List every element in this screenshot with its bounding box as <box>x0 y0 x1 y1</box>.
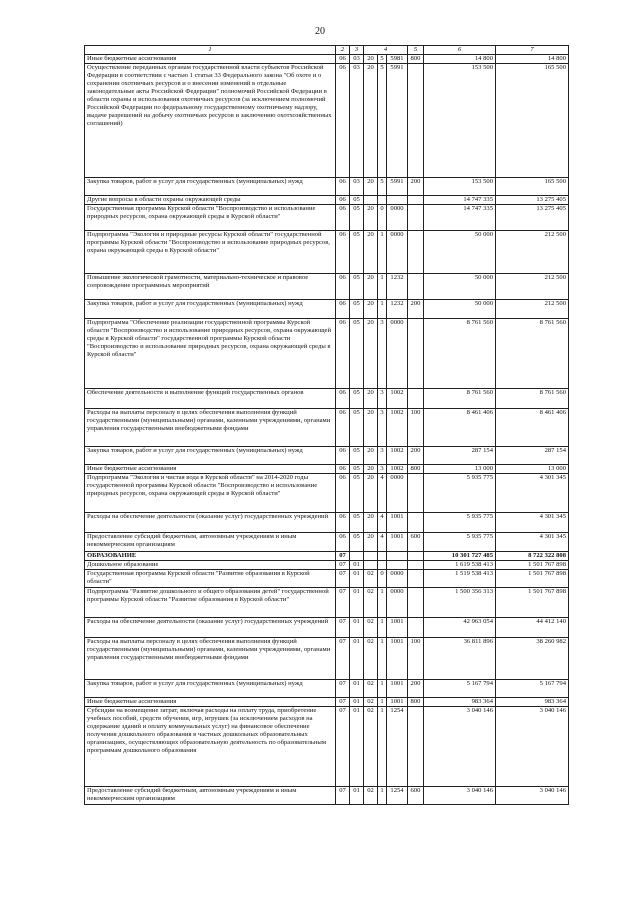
table-row <box>85 300 569 319</box>
cell-amount-2020: 14 747 335 <box>424 205 496 231</box>
cell-vr: 200 <box>408 178 424 196</box>
row-name: Иные бюджетные ассигнования <box>85 698 336 707</box>
cell-vr: 800 <box>408 55 424 64</box>
cell-program: 20 <box>364 447 378 465</box>
cell-subprogram: 3 <box>378 465 387 474</box>
cell-pz: 03 <box>350 55 364 64</box>
cell-gr: 06 <box>336 178 350 196</box>
cell-gr: 06 <box>336 55 350 64</box>
cell-gr: 06 <box>336 196 350 205</box>
cell-subprogram: 4 <box>378 474 387 513</box>
cell-gr: 07 <box>336 638 350 680</box>
cell-program: 20 <box>364 474 378 513</box>
cell-amount-2020: 5 167 794 <box>424 680 496 698</box>
cell-direction: 1001 <box>387 618 408 638</box>
cell-amount-2021: 4 301 345 <box>496 474 569 513</box>
cell-direction: 1002 <box>387 465 408 474</box>
cell-gr: 06 <box>336 300 350 319</box>
row-name: Государственная программа Курской области "Воспроизводство и использование природных ресурсов, охрана окружающей среды в Курской области" <box>85 205 336 231</box>
cell-gr: 07 <box>336 552 350 561</box>
cell-direction: 0000 <box>387 570 408 588</box>
cell-subprogram: 1 <box>378 707 387 787</box>
cell-subprogram: 1 <box>378 618 387 638</box>
cell-pz <box>350 552 364 561</box>
cell-amount-2020: 1 519 538 413 <box>424 570 496 588</box>
cell-direction: 0000 <box>387 231 408 274</box>
row-name: Повышение экологической грамотности, материально-техническое и правовое сопровождение программных мероприятий <box>85 274 336 300</box>
cell-direction: 1232 <box>387 274 408 300</box>
cell-amount-2021: 3 040 146 <box>496 707 569 787</box>
cell-gr: 07 <box>336 680 350 698</box>
table-row <box>85 561 569 570</box>
cell-gr: 06 <box>336 409 350 447</box>
cell-vr <box>408 561 424 570</box>
table-row <box>85 570 569 588</box>
cell-gr: 06 <box>336 389 350 409</box>
cell-amount-2021: 212 500 <box>496 231 569 274</box>
cell-amount-2020: 3 040 146 <box>424 787 496 805</box>
cell-amount-2021: 4 301 345 <box>496 513 569 533</box>
cell-subprogram: 1 <box>378 638 387 680</box>
row-name: Государственная программа Курской области "Развитие образования в Курской области" <box>85 570 336 588</box>
cell-vr <box>408 319 424 389</box>
cell-amount-2020: 287 154 <box>424 447 496 465</box>
table-row <box>85 707 569 787</box>
cell-direction: 1002 <box>387 447 408 465</box>
row-name: Подпрограмма "Экология и природные ресурсы Курской области" государственной программы Курской области "Воспроизводство и использование природных ресурсов, охрана окружающей среды в Курской области" <box>85 231 336 274</box>
cell-vr: 100 <box>408 409 424 447</box>
cell-vr <box>408 618 424 638</box>
cell-subprogram <box>378 561 387 570</box>
cell-pz: 01 <box>350 707 364 787</box>
cell-gr: 07 <box>336 698 350 707</box>
cell-pz: 05 <box>350 274 364 300</box>
cell-gr: 06 <box>336 533 350 552</box>
column-number-row <box>85 46 569 55</box>
cell-amount-2021: 4 301 345 <box>496 533 569 552</box>
cell-pz: 01 <box>350 787 364 805</box>
cell-subprogram: 1 <box>378 274 387 300</box>
cell-subprogram: 5 <box>378 64 387 178</box>
column-number: 1 <box>85 46 336 55</box>
cell-pz: 05 <box>350 474 364 513</box>
cell-amount-2020: 983 364 <box>424 698 496 707</box>
cell-amount-2021: 165 500 <box>496 178 569 196</box>
cell-program: 20 <box>364 274 378 300</box>
cell-direction: 5991 <box>387 64 408 178</box>
cell-vr: 600 <box>408 787 424 805</box>
row-name: Подпрограмма "Развитие дошкольного и общего образования детей" государственной программы Курской области "Развитие образования в Курской области" <box>85 588 336 618</box>
cell-direction: 0000 <box>387 588 408 618</box>
cell-pz: 01 <box>350 561 364 570</box>
cell-amount-2020: 50 000 <box>424 300 496 319</box>
cell-amount-2021: 3 040 146 <box>496 787 569 805</box>
cell-gr: 07 <box>336 570 350 588</box>
cell-program: 20 <box>364 465 378 474</box>
cell-amount-2020: 14 800 <box>424 55 496 64</box>
cell-program: 20 <box>364 319 378 389</box>
cell-program: 20 <box>364 513 378 533</box>
cell-amount-2021: 212 500 <box>496 300 569 319</box>
table-row <box>85 552 569 561</box>
cell-pz: 05 <box>350 300 364 319</box>
row-name: ОБРАЗОВАНИЕ <box>85 552 336 561</box>
table-row <box>85 178 569 196</box>
table-row <box>85 196 569 205</box>
cell-amount-2020: 3 040 146 <box>424 707 496 787</box>
cell-program: 02 <box>364 698 378 707</box>
cell-gr: 06 <box>336 319 350 389</box>
cell-amount-2020: 153 500 <box>424 64 496 178</box>
cell-pz: 01 <box>350 698 364 707</box>
cell-amount-2020: 5 935 775 <box>424 474 496 513</box>
cell-pz: 05 <box>350 447 364 465</box>
row-name: Подпрограмма "Обеспечение реализации государственной программы Курской области "Воспроизводство и использование природных ресурсов, охрана окружающей среды в Курской области" государственной программы Курской области "Воспроизводство и использование природных ресурсов, охрана окружающей среды в Курской области" <box>85 319 336 389</box>
cell-pz: 01 <box>350 618 364 638</box>
table-row <box>85 409 569 447</box>
cell-amount-2021: 44 412 140 <box>496 618 569 638</box>
table-row <box>85 465 569 474</box>
cell-program: 20 <box>364 300 378 319</box>
cell-pz: 05 <box>350 319 364 389</box>
table-row <box>85 680 569 698</box>
cell-pz: 05 <box>350 205 364 231</box>
cell-amount-2021: 983 364 <box>496 698 569 707</box>
cell-pz: 01 <box>350 680 364 698</box>
cell-vr <box>408 474 424 513</box>
cell-amount-2021: 8 722 322 808 <box>496 552 569 561</box>
cell-vr: 200 <box>408 447 424 465</box>
cell-gr: 06 <box>336 447 350 465</box>
cell-subprogram: 0 <box>378 570 387 588</box>
row-name: Закупка товаров, работ и услуг для государственных (муниципальных) нужд <box>85 178 336 196</box>
cell-amount-2020: 1 619 538 413 <box>424 561 496 570</box>
cell-program: 20 <box>364 533 378 552</box>
row-name: Подпрограмма "Экология и чистая вода в Курской области" на 2014-2020 годы государственной программы Курской области "Воспроизводство и использование природных ресурсов, охрана окружающей среды в Курской области" <box>85 474 336 513</box>
row-name: Предоставление субсидий бюджетным, автономным учреждениям и иным некоммерческим организациям <box>85 533 336 552</box>
table-row <box>85 55 569 64</box>
table-row <box>85 513 569 533</box>
cell-amount-2020: 42 963 054 <box>424 618 496 638</box>
cell-direction: 1232 <box>387 300 408 319</box>
cell-pz: 05 <box>350 513 364 533</box>
column-number: 2 <box>336 46 350 55</box>
cell-gr: 07 <box>336 707 350 787</box>
cell-program: 02 <box>364 570 378 588</box>
cell-gr: 07 <box>336 588 350 618</box>
cell-direction <box>387 561 408 570</box>
cell-amount-2020: 14 747 335 <box>424 196 496 205</box>
table-row <box>85 618 569 638</box>
cell-vr: 800 <box>408 465 424 474</box>
cell-gr: 06 <box>336 231 350 274</box>
row-name: Расходы на выплаты персоналу в целях обеспечения выполнения функций государственными (муниципальными) органами, казенными учреждениями, органами управления государственными внебюджетными фондами <box>85 409 336 447</box>
cell-program: 20 <box>364 178 378 196</box>
cell-amount-2021: 13 275 405 <box>496 205 569 231</box>
cell-direction: 0000 <box>387 319 408 389</box>
cell-gr: 07 <box>336 561 350 570</box>
cell-subprogram: 5 <box>378 178 387 196</box>
cell-direction: 1254 <box>387 707 408 787</box>
cell-amount-2020: 8 761 560 <box>424 389 496 409</box>
cell-amount-2021: 38 260 982 <box>496 638 569 680</box>
table-row <box>85 389 569 409</box>
cell-vr <box>408 274 424 300</box>
cell-subprogram: 3 <box>378 447 387 465</box>
row-name: Расходы на обеспечение деятельности (оказание услуг) государственных учреждений <box>85 513 336 533</box>
cell-amount-2021: 13 000 <box>496 465 569 474</box>
cell-gr: 06 <box>336 205 350 231</box>
cell-amount-2021: 1 501 767 898 <box>496 561 569 570</box>
table-row <box>85 447 569 465</box>
cell-program: 02 <box>364 588 378 618</box>
cell-subprogram: 3 <box>378 319 387 389</box>
cell-vr: 800 <box>408 698 424 707</box>
cell-amount-2020: 10 301 727 485 <box>424 552 496 561</box>
cell-amount-2020: 5 935 775 <box>424 513 496 533</box>
cell-vr <box>408 707 424 787</box>
row-name: Закупка товаров, работ и услуг для государственных (муниципальных) нужд <box>85 680 336 698</box>
cell-vr <box>408 552 424 561</box>
cell-amount-2021: 8 761 560 <box>496 319 569 389</box>
row-name: Предоставление субсидий бюджетным, автономным учреждениям и иным некоммерческим организациям <box>85 787 336 805</box>
cell-vr <box>408 389 424 409</box>
cell-pz: 01 <box>350 570 364 588</box>
table-row <box>85 64 569 178</box>
cell-amount-2020: 1 500 356 313 <box>424 588 496 618</box>
table-row <box>85 787 569 805</box>
cell-vr: 100 <box>408 638 424 680</box>
cell-amount-2020: 5 935 775 <box>424 533 496 552</box>
cell-program: 02 <box>364 618 378 638</box>
cell-vr: 200 <box>408 300 424 319</box>
column-number: 6 <box>424 46 496 55</box>
cell-gr: 06 <box>336 274 350 300</box>
cell-subprogram: 5 <box>378 55 387 64</box>
cell-direction <box>387 552 408 561</box>
cell-gr: 06 <box>336 513 350 533</box>
cell-subprogram: 1 <box>378 680 387 698</box>
cell-vr <box>408 196 424 205</box>
cell-direction <box>387 196 408 205</box>
row-name: Субсидии на возмещение затрат, включая расходы на оплату труда, приобретение учебных пособий, средств обучения, игр, игрушек (за исключением расходов на содержание зданий и оплату коммунальных услуг) на финансовое обеспечение получения дошкольного образования в частных дошкольных образовательных организациях, осуществляющих образовательную деятельность по образовательным программам дошкольного образования <box>85 707 336 787</box>
row-name: Закупка товаров, работ и услуг для государственных (муниципальных) нужд <box>85 447 336 465</box>
cell-vr <box>408 231 424 274</box>
table-row <box>85 638 569 680</box>
row-name: Иные бюджетные ассигнования <box>85 465 336 474</box>
cell-vr <box>408 570 424 588</box>
cell-amount-2021: 287 154 <box>496 447 569 465</box>
cell-program: 20 <box>364 64 378 178</box>
cell-program: 20 <box>364 389 378 409</box>
cell-gr: 07 <box>336 787 350 805</box>
cell-subprogram <box>378 196 387 205</box>
cell-vr <box>408 513 424 533</box>
cell-subprogram: 3 <box>378 409 387 447</box>
cell-pz: 01 <box>350 588 364 618</box>
row-name: Иные бюджетные ассигнования <box>85 55 336 64</box>
cell-amount-2021: 5 167 794 <box>496 680 569 698</box>
cell-amount-2020: 36 811 896 <box>424 638 496 680</box>
cell-amount-2021: 1 501 767 898 <box>496 588 569 618</box>
table-row <box>85 474 569 513</box>
row-name: Другие вопросы в области охраны окружающей среды <box>85 196 336 205</box>
cell-vr: 200 <box>408 680 424 698</box>
table-row <box>85 231 569 274</box>
cell-pz: 01 <box>350 638 364 680</box>
cell-pz: 03 <box>350 64 364 178</box>
cell-program <box>364 196 378 205</box>
column-number: 3 <box>350 46 364 55</box>
cell-gr: 06 <box>336 64 350 178</box>
cell-subprogram: 3 <box>378 389 387 409</box>
cell-direction: 1002 <box>387 389 408 409</box>
cell-direction: 5981 <box>387 55 408 64</box>
table-row <box>85 205 569 231</box>
cell-program: 20 <box>364 205 378 231</box>
cell-program: 02 <box>364 787 378 805</box>
cell-subprogram: 1 <box>378 787 387 805</box>
cell-direction: 1001 <box>387 513 408 533</box>
cell-direction: 1001 <box>387 638 408 680</box>
row-name: Расходы на обеспечение деятельности (оказание услуг) государственных учреждений <box>85 618 336 638</box>
cell-program: 02 <box>364 680 378 698</box>
cell-program <box>364 561 378 570</box>
cell-program: 02 <box>364 638 378 680</box>
table-row <box>85 319 569 389</box>
cell-gr: 06 <box>336 474 350 513</box>
cell-direction: 1001 <box>387 698 408 707</box>
cell-pz: 05 <box>350 196 364 205</box>
cell-amount-2021: 212 500 <box>496 274 569 300</box>
row-name: Дошкольное образование <box>85 561 336 570</box>
cell-direction: 1001 <box>387 533 408 552</box>
cell-program: 02 <box>364 707 378 787</box>
cell-pz: 05 <box>350 409 364 447</box>
cell-subprogram: 4 <box>378 533 387 552</box>
cell-amount-2021: 8 761 560 <box>496 389 569 409</box>
cell-direction: 1001 <box>387 680 408 698</box>
cell-program: 20 <box>364 231 378 274</box>
cell-subprogram: 1 <box>378 588 387 618</box>
cell-amount-2021: 14 800 <box>496 55 569 64</box>
cell-gr: 07 <box>336 618 350 638</box>
cell-vr: 600 <box>408 533 424 552</box>
cell-program: 20 <box>364 55 378 64</box>
cell-amount-2020: 8 761 560 <box>424 319 496 389</box>
row-name: Расходы на выплаты персоналу в целях обеспечения выполнения функций государственными (муниципальными) органами, казенными учреждениями, органами управления государственными внебюджетными фондами <box>85 638 336 680</box>
cell-direction: 5991 <box>387 178 408 196</box>
cell-subprogram: 4 <box>378 513 387 533</box>
cell-subprogram: 1 <box>378 231 387 274</box>
budget-table <box>84 45 569 805</box>
column-number: 7 <box>496 46 569 55</box>
cell-subprogram: 1 <box>378 698 387 707</box>
cell-amount-2020: 13 000 <box>424 465 496 474</box>
cell-amount-2020: 8 461 406 <box>424 409 496 447</box>
cell-amount-2021: 165 500 <box>496 64 569 178</box>
cell-gr: 06 <box>336 465 350 474</box>
cell-amount-2020: 50 000 <box>424 274 496 300</box>
cell-pz: 05 <box>350 231 364 274</box>
cell-direction: 0000 <box>387 205 408 231</box>
cell-amount-2020: 50 000 <box>424 231 496 274</box>
cell-amount-2021: 13 275 405 <box>496 196 569 205</box>
cell-subprogram: 1 <box>378 300 387 319</box>
cell-pz: 05 <box>350 465 364 474</box>
cell-program: 20 <box>364 409 378 447</box>
cell-direction: 0000 <box>387 474 408 513</box>
cell-amount-2021: 8 461 406 <box>496 409 569 447</box>
row-name: Закупка товаров, работ и услуг для государственных (муниципальных) нужд <box>85 300 336 319</box>
cell-subprogram <box>378 552 387 561</box>
cell-vr <box>408 205 424 231</box>
column-number: 5 <box>408 46 424 55</box>
row-name: Обеспечение деятельности и выполнение функций государственных органов <box>85 389 336 409</box>
cell-pz: 03 <box>350 178 364 196</box>
row-name: Осуществление переданных органам государственной власти субъектов Российской Федерации в соответствии с частью 1 статьи 33 Федерального закона "Об охоте и о сохранении охотничьих ресурсов и о внесении изменений в отдельные законодательные акты Российской Федерации" полномочий Российской Федерации в области охраны и использования охотничьих ресурсов (за исключением полномочий Российской Федерации по федеральному государственному охотничьему надзору, выдаче разрешений на добычу охотничьих ресурсов и заключению охотхозяйственных соглашений) <box>85 64 336 178</box>
table-row <box>85 698 569 707</box>
cell-vr <box>408 64 424 178</box>
cell-vr <box>408 588 424 618</box>
cell-direction: 1002 <box>387 409 408 447</box>
table-row <box>85 274 569 300</box>
cell-program <box>364 552 378 561</box>
page-number: 20 <box>315 26 325 37</box>
cell-pz: 05 <box>350 389 364 409</box>
table-row <box>85 588 569 618</box>
cell-direction: 1254 <box>387 787 408 805</box>
cell-subprogram: 0 <box>378 205 387 231</box>
cell-amount-2020: 153 500 <box>424 178 496 196</box>
column-number: 4 <box>364 46 408 55</box>
table-row <box>85 533 569 552</box>
cell-pz: 05 <box>350 533 364 552</box>
cell-amount-2021: 1 501 767 898 <box>496 570 569 588</box>
